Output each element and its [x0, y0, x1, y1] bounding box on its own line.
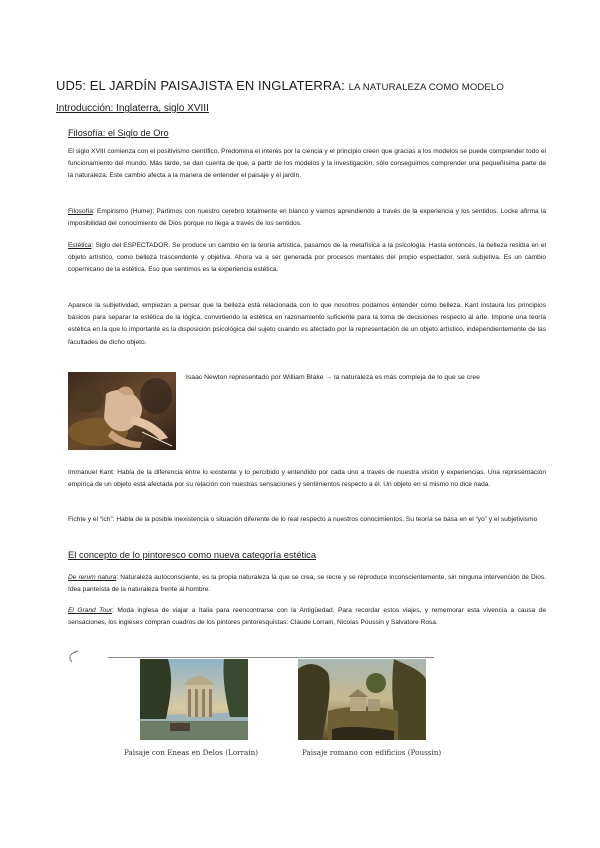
newton-painting-icon — [68, 372, 176, 450]
newton-caption: Isaac Newton representado por William Blake → la naturaleza es más compleja de lo que se cree — [186, 374, 480, 381]
paragraph-philosophy-text: : Empirismo (Hume): Partimos con nuestro cerebro totalmente en blanco y vamos aprendiendo a través de la experiencia y los sentidos. Locke afirma la imposibilidad del conocimiento de Dios porque no llega a través de los sentidos. — [68, 208, 546, 228]
lorrain-painting-icon — [140, 659, 248, 740]
decorative-swirl-icon — [66, 648, 110, 666]
divider-line — [108, 657, 434, 658]
term-aesthetics: Estética — [68, 242, 92, 249]
caption-lorrain: Paisaje con Eneas en Delos (Lorrain) — [124, 748, 259, 757]
title-main: UD5: EL JARDÍN PAISAJISTA EN INGLATERRA: — [56, 78, 345, 93]
lorrain-painting — [140, 659, 248, 740]
paragraph-positivism: El siglo XVIII comienza con el positivismo científico. Predomina el interés por la ciencia y el principio creen que gracias a los modelos se puede comprender todo el funcionamiento del mundo. Más tarde, se dan cuenta de que, a partir de los modelos y la investigación, sólo conseguimos comprender una pequeñísima parte de la naturaleza. Este cambio afecta a la manera de entender el paisaje y el jardín. — [68, 148, 546, 180]
section-heading-picturesque: El concepto de lo pintoresco como nueva categoría estética — [68, 549, 317, 560]
newton-blake-painting — [68, 372, 176, 450]
paragraph-kant: Immanuel Kant: Habla de la diferencia entre lo existente y lo percibido y entendido por cada uno a través de nuestra visión y experiencias. Una representación empírica de un objeto está afectada por su relación con nuestras sensaciones y sentimientos respecto a él. Un objeto en sí mismo no dice nada. — [68, 469, 546, 489]
section-heading-philosophy: Filosofía: el Siglo de Oro — [68, 128, 169, 138]
caption-poussin: Paisaje romano con edificios (Poussin) — [302, 748, 442, 757]
intro-heading: Introducción: Inglaterra, siglo XVIII — [56, 103, 209, 114]
paragraph-grand-tour-text: : Moda inglesa de viajar a Italia para reencontrarse con la Antigüedad. Para recordar estos viajes, y rememorar esta vivencia a causa de sensaciones, los ingleses compran cuadros de los pintores pintoresquistas: Claude Lorrain, Nicolas Poussin y Salvatore Rosa. — [68, 607, 546, 627]
paragraph-grand-tour — [68, 605, 546, 629]
poussin-painting-icon — [298, 659, 426, 740]
term-philosophy: Filosofía — [68, 208, 93, 215]
paragraph-philosophy — [68, 206, 546, 230]
paragraph-aesthetics-text: : Siglo del ESPECTADOR. Se produce un cambio en la teoría artística, pasamos de la metafísica a la psicología. Hasta entonces, la belleza residía en el objeto artístico, como belleza trascendente y objetiva. Ahora va a ser generada por procesos mentales del propio espectador, será subjetiva. Es un cambio copernicano de la estética. Eso que sentimos es la experiencia estética. — [68, 242, 546, 274]
paragraph-de-rerum-natura-text: : Naturaleza autoconsciente, es la propia naturaleza la que se crea, se recre y se reproduce inconscientemente, sin ninguna intervención de Dios. Idea panteísta de la naturaleza frente al hombre. — [68, 574, 546, 594]
poussin-painting — [298, 659, 426, 740]
title-subtitle: LA NATURALEZA COMO MODELO — [348, 82, 504, 93]
page-title — [56, 78, 504, 93]
paragraph-aesthetics — [68, 240, 546, 277]
paragraph-de-rerum-natura — [68, 572, 546, 596]
term-grand-tour: El Grand Tour — [68, 607, 113, 614]
paragraph-fichte: Fichte y el “ich”: Habla de la posible inexistencia o situación diferente de lo real respecto a nuestros conocimientos. Su teoría se basa en el “yo” y el subjetivismo — [68, 516, 538, 523]
term-de-rerum-natura: De rerum natura — [68, 574, 117, 581]
paragraph-subjectivity: Aparece la subjetividad, empiezan a pensar que la belleza está relacionada con lo que nosotros podamos entender como belleza. Kant instaura los principios básicos para separar la estética de la lógica, convirtiendo la estética en razonamiento suficiente para la toma de decisiones respecto al arte. Impone una teoría estética en la que lo importante es la disposición psicológica del sujeto cuando es afectado por la representación de un objeto artístico, independientemente de las facultades de dicho objeto. — [68, 302, 546, 346]
